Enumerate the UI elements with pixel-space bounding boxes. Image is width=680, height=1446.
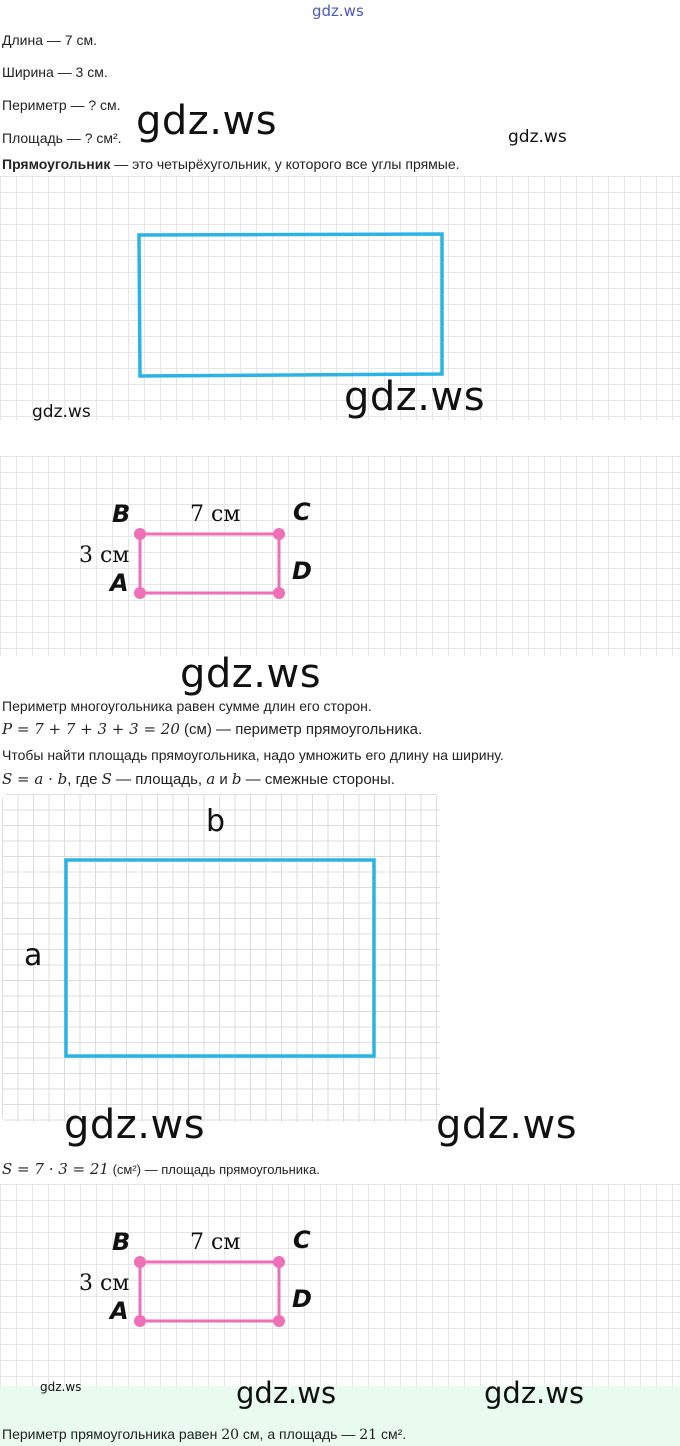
grid-figure-2 [0,456,680,656]
watermark: gdz.ws [436,1102,578,1148]
area-formula-b: b [231,770,242,788]
area-calc-unit: (см²) — площадь прямоугольника. [108,1162,320,1177]
vertex-a-dot [134,1315,146,1327]
vertex-a-label: A [110,1297,129,1325]
perimeter-rule: Периметр многоугольника равен сумме длин его сторон. [2,698,372,714]
given-width: Ширина — 3 см. [2,64,108,80]
watermark: gdz.ws [344,374,486,420]
vertex-d-label: D [292,557,312,585]
given-area: Площадь — ? см². [2,130,122,146]
perimeter-formula: P = 7 + 7 + 3 + 3 = 20 [2,720,180,738]
blue-rectangle-ab [2,794,440,1122]
area-rule: Чтобы найти площадь прямоугольника, надо умножить его длину на ширину. [2,747,504,763]
grid-figure-3 [2,794,440,1122]
area-formula: S = a · b [2,770,68,788]
side-length-label: 7 см [190,1230,241,1255]
definition-line [2,155,460,173]
vertex-c-dot [273,528,285,540]
vertex-d-label: D [292,1285,312,1313]
area-formula-line [2,770,395,789]
blue-rectangle-1 [0,176,680,420]
area-formula-where: , где [67,771,102,788]
area-calc-line [2,1160,320,1179]
definition-term: Прямоугольник [2,156,111,172]
side-b-label: b [206,804,226,839]
vertex-b-label: B [112,1228,131,1256]
vertex-c-label: C [293,1226,311,1254]
definition-text: — это четырёхугольник, у которого все углы прямые. [110,156,460,172]
vertex-a-dot [134,587,146,599]
area-formula-and: и [215,771,232,788]
watermark: gdz.ws [32,402,91,422]
vertex-c-label: C [293,498,311,526]
given-length: Длина — 7 см. [2,32,97,48]
vertex-d-dot [273,587,285,599]
watermark: gdz.ws [64,1102,206,1148]
answer-area: 21 [359,1427,378,1443]
watermark: gdz.ws [236,1376,337,1410]
answer-mid: см, а площадь — [239,1426,360,1442]
vertex-a-label: A [110,569,129,597]
answer-pre: Периметр прямоугольника равен [2,1426,222,1442]
answer-perimeter: 20 [221,1427,240,1443]
area-calc: S = 7 · 3 = 21 [2,1160,109,1178]
answer-end: см². [377,1426,407,1442]
area-formula-end: — смежные стороны. [241,771,395,788]
vertex-c-dot [273,1256,285,1268]
grid-figure-4 [0,1184,680,1386]
area-formula-a: a [206,770,216,788]
grid-figure-1 [0,176,680,420]
given-perimeter: Периметр — ? см. [2,97,121,113]
watermark: gdz.ws [180,651,322,697]
vertex-d-dot [273,1315,285,1327]
side-a-label: a [24,938,43,973]
area-formula-s: S [101,770,112,788]
side-length-label: 7 см [190,502,241,527]
watermark: gdz.ws [40,1380,82,1394]
perimeter-formula-line [2,720,422,739]
perimeter-unit: (см) — периметр прямоугольника. [179,721,423,738]
vertex-b-label: B [112,500,131,528]
area-formula-mid: — площадь, [111,771,207,788]
side-width-label: 3 см [79,543,130,568]
watermark: gdz.ws [508,127,567,147]
watermark: gdz.ws [484,1376,585,1410]
side-width-label: 3 см [79,1271,130,1296]
answer-line [2,1425,406,1444]
watermark: gdz.ws [136,98,278,144]
vertex-b-dot [134,528,146,540]
vertex-b-dot [134,1256,146,1268]
header-watermark: gdz.ws [312,2,364,20]
